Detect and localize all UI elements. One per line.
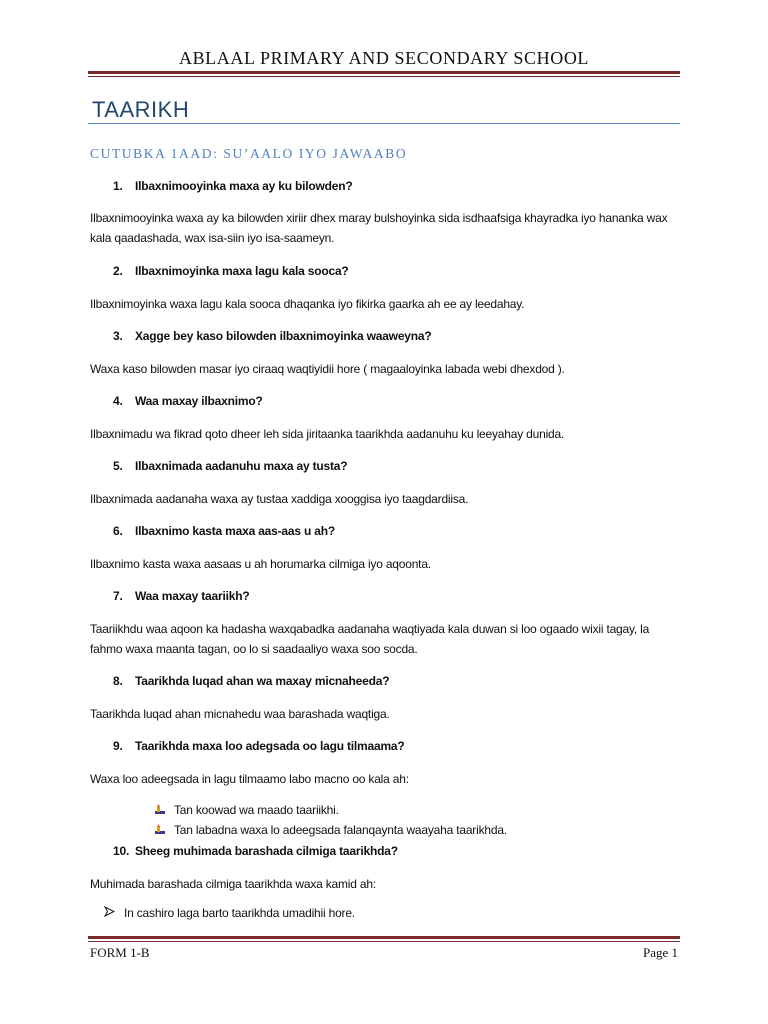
arrow-right-icon	[104, 906, 118, 920]
question-9: 9. Taarikhda maxa loo adegsada oo lagu tilmaama?	[113, 739, 405, 753]
answer-7: Taariikhdu waa aqoon ka hadasha waxqabadka aadanaha waqtiyada kala duwan si loo ogaado wixii tagay, la fahmo waxa maanta tagan, oo lo si saadaaliyo waxa soo socda.	[90, 622, 650, 656]
list-item: In cashiro laga barto taarikhda umadihii hore.	[104, 906, 355, 920]
section-heading: CUTUBKA 1AAD: SU’AALO IYO JAWAABO	[90, 146, 408, 161]
question-10: 10. Sheeg muhimada barashada cilmiga taarikhda?	[113, 844, 398, 858]
page-number: Page 1	[642, 945, 678, 960]
answer-5: Ilbaxnimada aadanaha waxa ay tustaa xaddiga xooggisa iyo taagdardiisa.	[90, 492, 469, 506]
footer-rule	[88, 936, 680, 942]
title-underline	[88, 123, 680, 124]
answer-2: Ilbaxnimoyinka waxa lagu kala sooca dhaqanka iyo fikirka gaarka ah ee ay leedahay.	[90, 297, 525, 311]
question-8: 8. Taarikhda luqad ahan wa maxay micnaheeda?	[113, 674, 390, 688]
answer-4: Ilbaxnimadu wa fikrad qoto dheer leh sida jiritaanka taarikhda aadanuhu ku leeyahay dunida.	[90, 427, 565, 441]
footer-form-label: FORM 1-B	[90, 945, 150, 960]
school-header: ABLAAL PRIMARY AND SECONDARY SCHOOL	[178, 48, 590, 68]
answer-8: Taarikhda luqad ahan micnahedu waa barashada waqtiga.	[90, 707, 390, 721]
question-6: 6. Ilbaxnimo kasta maxa aas-aas u ah?	[113, 524, 335, 538]
answer-3: Waxa kaso bilowden masar iyo ciraaq waqtiyidii hore ( magaaloyinka labada webi dhexdod ).	[90, 362, 565, 376]
answer-6: Ilbaxnimo kasta waxa aasaas u ah horumarka cilmiga iyo aqoonta.	[90, 557, 431, 571]
question-1: 1. Ilbaxnimooyinka maxa ay ku bilowden?	[113, 179, 353, 193]
question-5: 5. Ilbaxnimada aadanuhu maxa ay tusta?	[113, 459, 348, 473]
candle-icon	[154, 803, 166, 815]
answer-10: Muhimada barashada cilmiga taarikhda waxa kamid ah:	[90, 877, 376, 891]
list-item: Tan labadna waxa lo adeegsada falanqaynta waayaha taarikhda.	[154, 823, 507, 837]
document-title: TAARIKH	[92, 97, 190, 122]
question-3: 3. Xagge bey kaso bilowden ilbaxnimoyinka waaweyna?	[113, 329, 432, 343]
answer-1: Ilbaxnimooyinka waxa ay ka bilowden xiriir dhex maray bulshoyinka sida isdhaafsiga khayradka iyo hananka wax kala qaadashada, wax isa-siin iyo isa-saameyn.	[90, 211, 668, 245]
candle-icon	[154, 823, 166, 835]
question-7: 7. Waa maxay taariikh?	[113, 589, 250, 603]
header-rule	[88, 71, 680, 77]
answer-9: Waxa loo adeegsada in lagu tilmaamo labo macno oo kala ah:	[90, 772, 409, 786]
question-4: 4. Waa maxay ilbaxnimo?	[113, 394, 263, 408]
list-item: Tan koowad wa maado taariikhi.	[154, 803, 339, 817]
question-2: 2. Ilbaxnimoyinka maxa lagu kala sooca?	[113, 264, 349, 278]
